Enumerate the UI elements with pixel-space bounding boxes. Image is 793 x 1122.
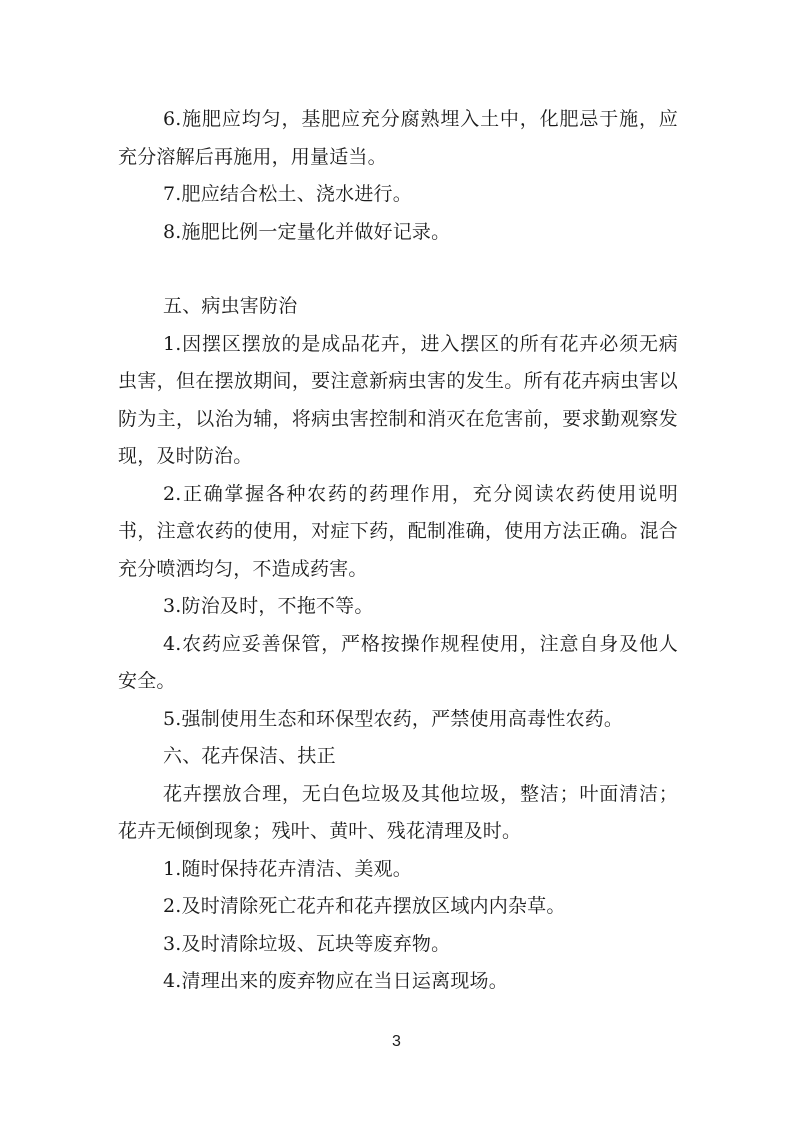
paragraph-pest-1: 1.因摆区摆放的是成品花卉，进入摆区的所有花卉必须无病虫害，但在摆放期间，要注意新病虫害的发生。所有花卉病虫害以防为主，以治为辅，将病虫害控制和消灭在危害前，要求勤观察发现，及时防治。 — [118, 332, 678, 467]
paragraph-cleaning-2: 2.及时清除死亡花卉和花卉摆放区域内内杂草。 — [163, 895, 566, 917]
paragraph-pest-3: 3.防治及时，不拖不等。 — [163, 595, 374, 617]
paragraph-cleaning-1: 1.随时保持花卉清洁、美观。 — [163, 857, 412, 880]
paragraph-fertilizer-8: 8.施肥比例一定量化并做好记录。 — [163, 220, 451, 243]
paragraph-pest-2: 2.正确掌握各种农药的药理作用，充分阅读农药使用说明书，注意农药的使用，对症下药，配制准确，使用方法正确。混合充分喷洒均匀，不造成药害。 — [118, 482, 678, 580]
paragraph-pest-5: 5.强制使用生态和环保型农药，严禁使用高毒性农药。 — [163, 707, 624, 730]
paragraph-fertilizer-6: 6.施肥应均匀，基肥应充分腐熟埋入土中，化肥忌于施，应充分溶解后再施用，用量适当。 — [118, 108, 678, 168]
paragraph-cleaning-3: 3.及时清除垃圾、瓦块等废弃物。 — [163, 932, 451, 955]
paragraph-cleaning-intro: 花卉摆放合理，无白色垃圾及其他垃圾，整洁；叶面清洁；花卉无倾倒现象；残叶、黄叶、残花清理及时。 — [118, 782, 678, 842]
page-number: 3 — [392, 1033, 401, 1050]
document-body — [118, 101, 678, 1001]
section-heading-cleaning: 六、花卉保洁、扶正 — [163, 745, 336, 767]
section-heading-pest-control: 五、病虫害防治 — [163, 295, 298, 317]
paragraph-pest-4: 4.农药应妥善保管，严格按操作规程使用，注意自身及他人安全。 — [118, 632, 678, 692]
paragraph-cleaning-4: 4.清理出来的废弃物应在当日运离现场。 — [163, 970, 508, 992]
paragraph-fertilizer-7: 7.肥应结合松土、浇水进行。 — [163, 183, 412, 205]
section-spacer — [118, 251, 678, 288]
